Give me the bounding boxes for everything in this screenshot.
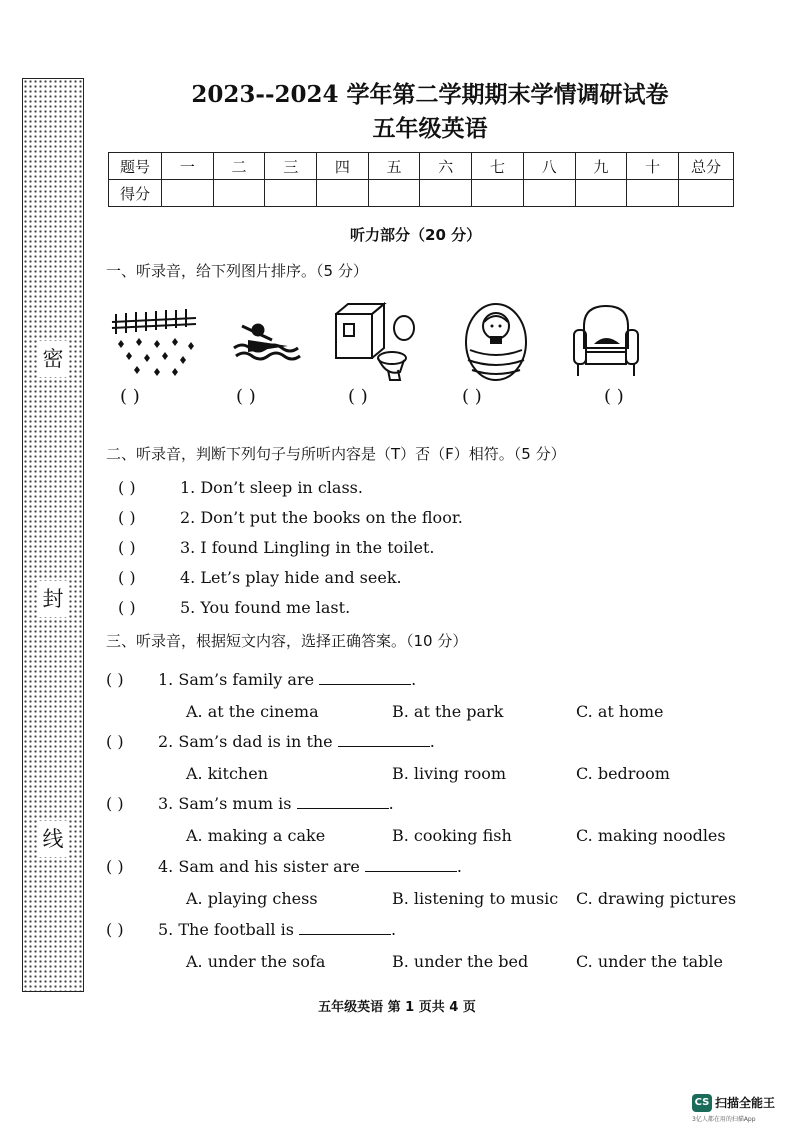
picture-order-blank-2[interactable]: ( ) — [236, 386, 256, 407]
option-b[interactable]: B. at the park — [392, 702, 504, 721]
option-b[interactable]: B. living room — [392, 764, 507, 783]
scanner-brand-name: 扫描全能王 — [715, 1096, 776, 1110]
tulip-garden-icon — [108, 300, 200, 382]
score-entry-cell[interactable] — [679, 180, 734, 207]
binding-strip — [22, 78, 84, 992]
scanner-watermark — [692, 1092, 775, 1123]
tf-answer-blank[interactable]: ( ) — [118, 478, 136, 497]
mc-question: 4. Sam and his sister are . — [158, 857, 463, 876]
score-table-header-row — [109, 153, 734, 180]
fill-blank[interactable] — [319, 670, 411, 685]
fill-blank[interactable] — [299, 920, 391, 935]
mc-answer-blank[interactable]: ( ) — [106, 857, 124, 876]
part1-heading: 一、听录音，给下列图片排序。（5 分） — [106, 262, 368, 280]
mc-answer-blank[interactable]: ( ) — [106, 732, 124, 751]
option-b[interactable]: B. cooking fish — [392, 826, 512, 845]
score-cell: 二 — [213, 153, 265, 180]
mc-question: 5. The football is . — [158, 920, 397, 939]
score-cell: 六 — [420, 153, 472, 180]
option-a[interactable]: A. at the cinema — [186, 702, 319, 721]
score-cell: 总分 — [679, 153, 734, 180]
mc-answer-blank[interactable]: ( ) — [106, 920, 124, 939]
mc-answer-blank[interactable]: ( ) — [106, 794, 124, 813]
picture-order-blank-5[interactable]: ( ) — [604, 386, 624, 407]
part3-heading: 三、听录音，根据短文内容，选择正确答案。（10 分） — [106, 632, 468, 650]
seal-char-mi: 密 — [37, 341, 69, 377]
option-b[interactable]: B. under the bed — [392, 952, 529, 971]
seal-char-xian: 线 — [37, 821, 69, 857]
score-entry-cell[interactable] — [213, 180, 265, 207]
scanner-tagline: 3亿人都在用的扫描App — [692, 1115, 756, 1123]
exam-title: 2023--2024 学年第二学期期末学情调研试卷 — [191, 81, 669, 108]
score-cell: 一 — [162, 153, 214, 180]
tf-statement: 1. Don’t sleep in class. — [180, 478, 363, 497]
tf-answer-blank[interactable]: ( ) — [118, 598, 136, 617]
option-c[interactable]: C. at home — [576, 702, 664, 721]
score-entry-cell[interactable] — [420, 180, 472, 207]
option-a[interactable]: A. making a cake — [186, 826, 326, 845]
part2-heading: 二、听录音，判断下列句子与所听内容是（T）否（F）相符。（5 分） — [106, 445, 566, 463]
score-entry-cell[interactable] — [523, 180, 575, 207]
score-cell: 十 — [627, 153, 679, 180]
bathroom-icon — [330, 300, 422, 382]
score-cell: 五 — [368, 153, 420, 180]
option-a[interactable]: A. kitchen — [186, 764, 269, 783]
option-c[interactable]: C. bedroom — [576, 764, 670, 783]
picture-order-blank-4[interactable]: ( ) — [462, 386, 482, 407]
score-entry-cell[interactable] — [575, 180, 627, 207]
option-c[interactable]: C. making noodles — [576, 826, 726, 845]
tf-statement: 3. I found Lingling in the toilet. — [180, 538, 435, 557]
score-cell: 九 — [575, 153, 627, 180]
option-a[interactable]: A. playing chess — [186, 889, 318, 908]
picture-order-blank-1[interactable]: ( ) — [120, 386, 140, 407]
page-footer: 五年级英语 第 1 页共 4 页 — [318, 1000, 476, 1015]
option-c[interactable]: C. drawing pictures — [576, 889, 737, 908]
fill-blank[interactable] — [365, 857, 457, 872]
fill-blank[interactable] — [338, 732, 430, 747]
mc-question: 2. Sam’s dad is in the . — [158, 732, 435, 751]
fill-blank[interactable] — [297, 794, 389, 809]
option-a[interactable]: A. under the sofa — [186, 952, 326, 971]
score-label-cell: 得分 — [109, 180, 162, 207]
score-entry-cell[interactable] — [265, 180, 317, 207]
score-entry-cell[interactable] — [162, 180, 214, 207]
score-entry-cell[interactable] — [472, 180, 524, 207]
armchair-icon — [570, 300, 662, 382]
option-c[interactable]: C. under the table — [576, 952, 723, 971]
mc-question: 3. Sam’s mum is . — [158, 794, 394, 813]
tf-answer-blank[interactable]: ( ) — [118, 538, 136, 557]
score-cell: 八 — [523, 153, 575, 180]
mc-answer-blank[interactable]: ( ) — [106, 670, 124, 689]
score-cell: 七 — [472, 153, 524, 180]
tf-answer-blank[interactable]: ( ) — [118, 568, 136, 587]
score-entry-cell[interactable] — [627, 180, 679, 207]
tf-statement: 2. Don’t put the books on the floor. — [180, 508, 463, 527]
score-table-score-row — [109, 180, 734, 207]
score-cell: 三 — [265, 153, 317, 180]
score-table — [108, 152, 734, 207]
exam-subtitle: 五年级英语 — [372, 115, 488, 142]
tf-statement: 4. Let’s play hide and seek. — [180, 568, 402, 587]
listening-section-title: 听力部分（20 分） — [350, 226, 482, 244]
score-entry-cell[interactable] — [368, 180, 420, 207]
mc-question: 1. Sam’s family are . — [158, 670, 417, 689]
option-b[interactable]: B. listening to music — [392, 889, 559, 908]
picture-order-blank-3[interactable]: ( ) — [348, 386, 368, 407]
tf-statement: 5. You found me last. — [180, 598, 351, 617]
score-entry-cell[interactable] — [317, 180, 369, 207]
swimmer-icon — [228, 300, 320, 382]
score-cell: 题号 — [109, 153, 162, 180]
seal-char-feng: 封 — [37, 581, 69, 617]
scanner-logo-icon: CS — [692, 1094, 712, 1112]
baby-icon — [456, 300, 548, 382]
score-cell: 四 — [317, 153, 369, 180]
tf-answer-blank[interactable]: ( ) — [118, 508, 136, 527]
